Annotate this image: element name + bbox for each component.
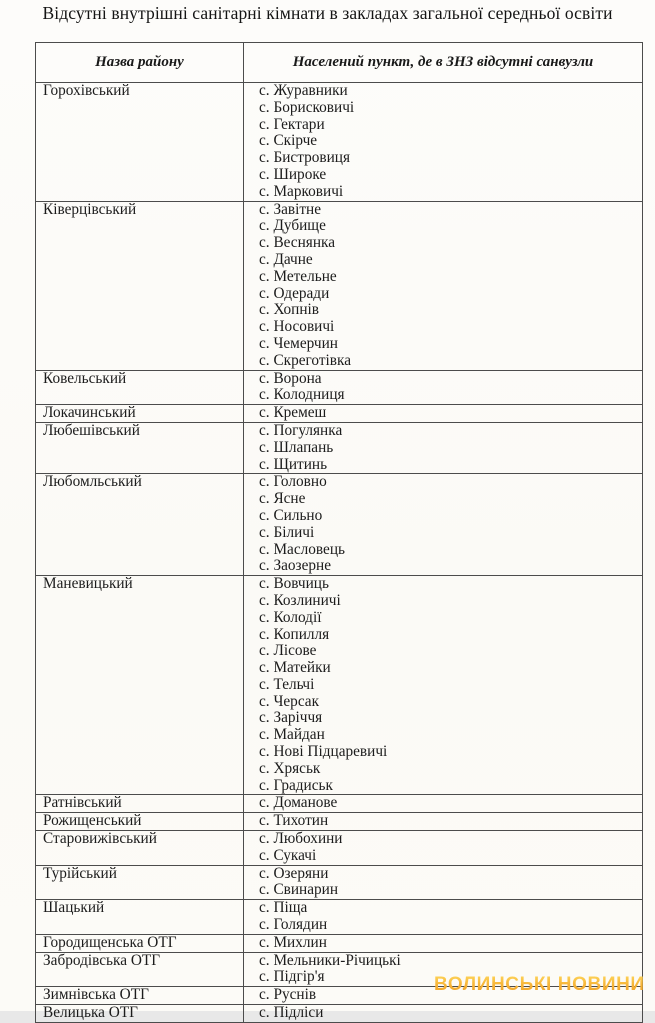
settlement-line: с. Любохини [259,830,343,848]
settlement-line: с. Дубище [259,217,326,235]
settlement-line: с. Колодниця [259,386,345,404]
district-cell: Городищенська ОТГ [36,934,244,952]
table-row [36,934,643,952]
district-cell: Маневицький [36,576,244,795]
settlement-line: с. Погулянка [259,421,343,439]
column-header-settlements: Населений пункт, де в ЗНЗ відсутні санвузли [244,43,643,83]
settlement-line: с. Скреготівка [259,351,351,369]
settlement-line: с. Піща [259,899,308,917]
settlements-cell [244,900,643,935]
settlement-line: с. Підліси [259,1004,324,1022]
district-cell: Ківерцівський [36,201,244,370]
settlements-cell [244,576,643,795]
table-row [36,576,643,795]
settlement-line: с. Завітне [259,200,322,218]
settlement-line: с. Дачне [259,250,313,268]
page-title: Відсутні внутрішні санітарні кімнати в закладах загальної середньої освіти [42,3,613,23]
settlement-line: с. Озеряни [259,864,329,882]
table-row [36,474,643,576]
settlement-line: с. Одеради [259,284,330,302]
settlements-cell [244,865,643,900]
settlement-line: с. Скірче [259,132,318,150]
table-row [36,201,643,370]
settlement-line: с. Підгір'я [259,968,325,986]
district-cell: Шацький [36,900,244,935]
settlement-line: с. Ворона [259,369,322,387]
settlement-line: с. Сукачі [259,846,317,864]
district-cell: Забродівська ОТГ [36,952,244,987]
settlement-line: с. Козлиничі [259,591,341,609]
settlements-cell [244,370,643,405]
settlements-cell [244,422,643,473]
settlement-line: с. Широке [259,165,327,183]
settlement-line: с. Хряськ [259,759,321,777]
settlement-line: с. Мельники-Річицькі [259,951,401,969]
table-row [36,405,643,423]
settlement-line: с. Вовчиць [259,575,329,593]
district-cell: Ковельський [36,370,244,405]
settlement-line: с. Заріччя [259,709,323,727]
settlement-line: с. Майдан [259,726,325,744]
settlements-cell [244,934,643,952]
settlement-line: с. Марковичі [259,182,344,200]
settlement-line: с. Хопнів [259,301,320,319]
district-cell: Любешівський [36,422,244,473]
settlement-line: с. Борисковичі [259,98,355,116]
table-row [36,1005,643,1023]
settlement-line: с. Веснянка [259,234,335,252]
settlement-line: с. Сильно [259,506,323,524]
table-row [36,831,643,866]
settlements-cell [244,795,643,813]
settlements-cell [244,1005,643,1023]
settlements-cell [244,813,643,831]
table-row [36,83,643,202]
header-row [36,43,643,83]
settlement-line: с. Біличі [259,523,315,541]
settlement-line: с. Тельчі [259,675,315,693]
table-row [36,900,643,935]
district-cell: Турійський [36,865,244,900]
settlement-line: с. Журавники [259,82,348,99]
settlements-cell [244,474,643,576]
district-cell: Ратнівський [36,795,244,813]
table-row [36,865,643,900]
district-cell: Велицька ОТГ [36,1005,244,1023]
column-header-district: Назва району [36,43,244,83]
settlement-line: с. Руснів [259,986,317,1004]
district-cell: Рожищенський [36,813,244,831]
settlement-line: с. Матейки [259,659,331,677]
news-site-watermark: ВОЛИНСЬКІ НОВИНИ [434,974,645,995]
table-row [36,422,643,473]
table-row [36,370,643,405]
settlement-line: с. Чемерчин [259,334,338,352]
district-cell: Горохівський [36,83,244,202]
settlement-line: с. Бистровиця [259,149,350,167]
settlement-line: с. Масловець [259,540,345,558]
settlement-line: с. Голядин [259,916,328,934]
settlement-line: с. Шлапань [259,438,334,456]
settlement-line: с. Градиськ [259,776,333,794]
settlement-line: с. Доманове [259,794,338,812]
sanitary-rooms-table [35,42,643,1023]
settlement-line: с. Михлин [259,933,327,951]
table-row [36,795,643,813]
district-cell: Старовижівський [36,831,244,866]
settlement-line: с. Лісове [259,642,317,660]
settlement-line: с. Колодії [259,608,322,626]
settlements-cell [244,83,643,202]
settlement-line: с. Кремеш [259,404,327,422]
settlement-line: с. Копилля [259,625,330,643]
settlements-cell [244,831,643,866]
district-cell: Локачинський [36,405,244,423]
settlements-cell [244,405,643,423]
table-body [36,83,643,1023]
district-cell: Зимнівська ОТГ [36,987,244,1005]
settlements-cell [244,201,643,370]
settlement-line: с. Свинарин [259,881,339,899]
settlement-line: с. Тихотин [259,812,329,830]
settlement-line: с. Метельне [259,267,337,285]
table-header [36,43,643,83]
settlement-line: с. Заозерне [259,557,331,575]
settlement-line: с. Щитинь [259,455,328,473]
district-cell: Любомльський [36,474,244,576]
settlement-line: с. Ясне [259,490,306,508]
settlement-line: с. Гектари [259,115,325,133]
settlement-line: с. Нові Підцаревичі [259,743,388,761]
settlement-line: с. Носовичі [259,318,335,336]
settlement-line: с. Головно [259,473,327,491]
settlement-line: с. Черсак [259,692,320,710]
table-row [36,813,643,831]
